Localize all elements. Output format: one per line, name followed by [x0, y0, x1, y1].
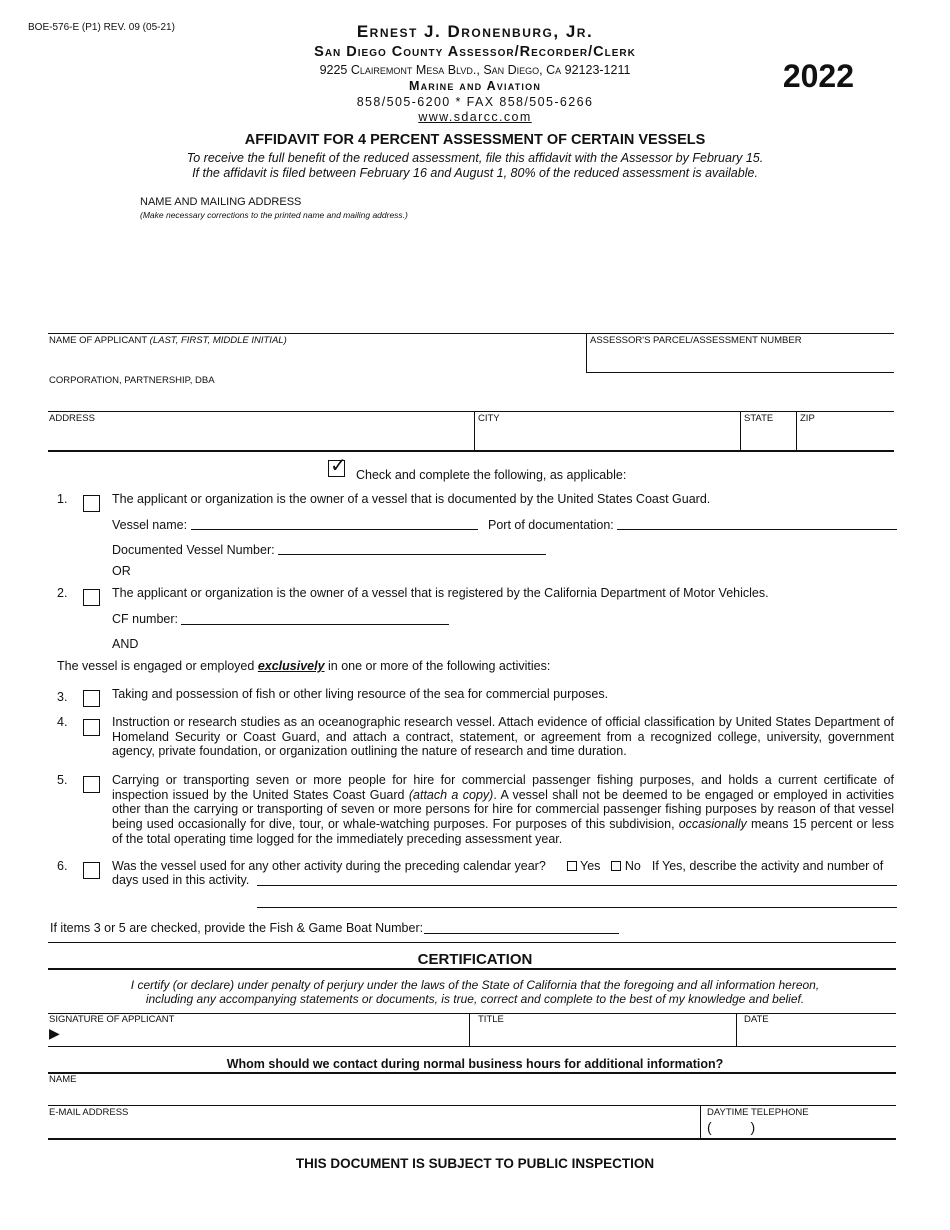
activity-description-input[interactable] [257, 885, 897, 886]
divider [48, 1013, 896, 1014]
engaged-statement: The vessel is engaged or employed exclusively in one or more of the following activities: [57, 659, 551, 673]
divider [48, 333, 894, 334]
tax-year: 2022 [782, 58, 854, 94]
parcel-number-field[interactable]: ASSESSOR'S PARCEL/ASSESSMENT NUMBER [590, 335, 802, 346]
instruction-line-1: To receive the full benefit of the reduced assessment, file this affidavit with the Assessor by February 15. [186, 151, 764, 165]
divider [736, 1013, 737, 1047]
check-header-text: Check and complete the following, as applicable: [356, 468, 627, 482]
fish-game-label: If items 3 or 5 are checked, provide the Fish & Game Boat Number: [50, 921, 424, 935]
yes-checkbox[interactable] [567, 861, 577, 871]
item-6-question: Was the vessel used for any other activity during the preceding calendar year? Yes No If Yes, describe the activity and number of [112, 859, 884, 873]
port-of-documentation-input[interactable] [617, 529, 897, 530]
vessel-name-input[interactable] [191, 529, 478, 530]
office-address: 9225 Clairemont Mesa Blvd., San Diego, Ca 92123-1211 [319, 63, 631, 77]
divider [700, 1105, 701, 1138]
form-number: BOE-576-E (P1) REV. 09 (05-21) [28, 22, 175, 33]
fish-game-boat-number-input[interactable] [424, 933, 619, 934]
phone-area-code: ( ) [707, 1119, 756, 1135]
divider [48, 411, 894, 412]
title-field[interactable]: TITLE [478, 1014, 504, 1025]
divider [586, 333, 587, 373]
divider [48, 1105, 896, 1106]
item-3-text: Taking and possession of fish or other living resource of the sea for commercial purposes. [112, 687, 609, 701]
divider [48, 968, 896, 970]
divider [48, 1138, 896, 1140]
office-name: San Diego County Assessor/Recorder/Clerk [314, 44, 636, 60]
divider [740, 411, 741, 451]
port-of-documentation-label: Port of documentation: [488, 518, 614, 532]
division-name: Marine and Aviation [408, 79, 542, 93]
item-number: 3. [57, 690, 68, 704]
and-label: AND [112, 637, 139, 651]
city-field[interactable]: CITY [478, 413, 500, 424]
corporation-field[interactable]: CORPORATION, PARTNERSHIP, DBA [49, 375, 215, 386]
item-2-text: The applicant or organization is the owner of a vessel that is registered by the California Department of Motor Vehicles. [112, 586, 769, 600]
divider [48, 1072, 896, 1074]
divider [796, 411, 797, 451]
certification-title: CERTIFICATION [417, 951, 533, 968]
divider [469, 1013, 470, 1047]
item-number: 4. [57, 715, 68, 729]
item-5-text: Carrying or transporting seven or more people for hire for commercial passenger fishing purposes, and holds a current certificate of inspection issued by the United States Coast Guard (attach a copy). A vessel shall not be deemed to be engaged or employed in activities other than the carrying or transporting of seven or more persons for hire for commercial passenger fishing purposes by reason of that vessel being used occasionally for dive, tour, or whale-watching purposes. For purposes of this subdivision, occasionally means 15 percent or less of the total operating time logged for the immediately preceding assessment year. [112, 773, 895, 846]
item-5-checkbox[interactable] [83, 776, 100, 793]
documented-vessel-number-input[interactable] [278, 554, 546, 555]
applicant-name-field[interactable]: NAME OF APPLICANT (LAST, FIRST, MIDDLE INITIAL) [49, 335, 287, 346]
certification-text-1: I certify (or declare) under penalty of perjury under the laws of the State of California that the foregoing and all information hereon, [130, 978, 820, 992]
contact-name-field[interactable]: NAME [49, 1074, 77, 1085]
office-phone: 858/505-6200 * FAX 858/505-6266 [356, 95, 594, 109]
no-checkbox[interactable] [611, 861, 621, 871]
divider [474, 411, 475, 451]
cf-number-label: CF number: [112, 612, 178, 626]
divider [48, 450, 894, 452]
item-3-checkbox[interactable] [83, 690, 100, 707]
form-title: AFFIDAVIT FOR 4 PERCENT ASSESSMENT OF CERTAIN VESSELS [244, 132, 706, 148]
zip-field[interactable]: ZIP [800, 413, 815, 424]
divider [586, 372, 894, 373]
vessel-name-label: Vessel name: [112, 518, 188, 532]
item-4-checkbox[interactable] [83, 719, 100, 736]
phone-field[interactable]: DAYTIME TELEPHONE [707, 1107, 809, 1118]
item-number: 5. [57, 773, 68, 787]
item-4-text: Instruction or research studies as an oceanographic research vessel. Attach evidence of official classification by United States Department of Homeland Security or Coast Guard, and attach a contract, statement, or agreement from a recognized college, university, government agency, private foundation, or organization outlining the nature of research and time duration. [112, 715, 894, 759]
certification-text-2: including any accompanying statements or documents, is true, correct and complete to the best of my knowledge and belief. [145, 992, 805, 1006]
state-field[interactable]: STATE [744, 413, 774, 424]
item-number: 6. [57, 859, 68, 873]
item-number: 2. [57, 586, 68, 600]
item-6-checkbox[interactable] [83, 862, 100, 879]
address-field[interactable]: ADDRESS [49, 413, 95, 424]
cf-number-input[interactable] [181, 624, 449, 625]
date-field[interactable]: DATE [744, 1014, 769, 1025]
mailing-address-label: NAME AND MAILING ADDRESS [140, 196, 302, 208]
item-1-text: The applicant or organization is the owner of a vessel that is documented by the United States Coast Guard. [112, 492, 711, 506]
or-label: OR [112, 564, 131, 578]
item-1-checkbox[interactable] [83, 495, 100, 512]
item-2-checkbox[interactable] [83, 589, 100, 606]
signature-field[interactable]: SIGNATURE OF APPLICANT [49, 1014, 175, 1025]
item-6-text-cont: days used in this activity. [112, 873, 250, 887]
signature-arrow-icon: ▶ [49, 1025, 60, 1041]
activity-description-input-2[interactable] [257, 907, 897, 908]
checkmark-icon: ✓ [330, 455, 347, 477]
instruction-line-2: If the affidavit is filed between February 16 and August 1, 80% of the reduced assessment is available. [192, 166, 758, 180]
contact-question: Whom should we contact during normal business hours for additional information? [226, 1057, 724, 1071]
divider [48, 1046, 896, 1047]
mailing-address-note: (Make necessary corrections to the printed name and mailing address.) [140, 210, 408, 220]
item-number: 1. [57, 492, 68, 506]
divider [48, 942, 896, 943]
website-link[interactable]: www.sdarcc.com [418, 110, 532, 124]
documented-vessel-number-label: Documented Vessel Number: [112, 543, 275, 557]
assessor-name: Ernest J. Dronenburg, Jr. [356, 22, 594, 41]
email-field[interactable]: E-MAIL ADDRESS [49, 1107, 129, 1118]
footer-notice: THIS DOCUMENT IS SUBJECT TO PUBLIC INSPECTION [295, 1156, 655, 1171]
